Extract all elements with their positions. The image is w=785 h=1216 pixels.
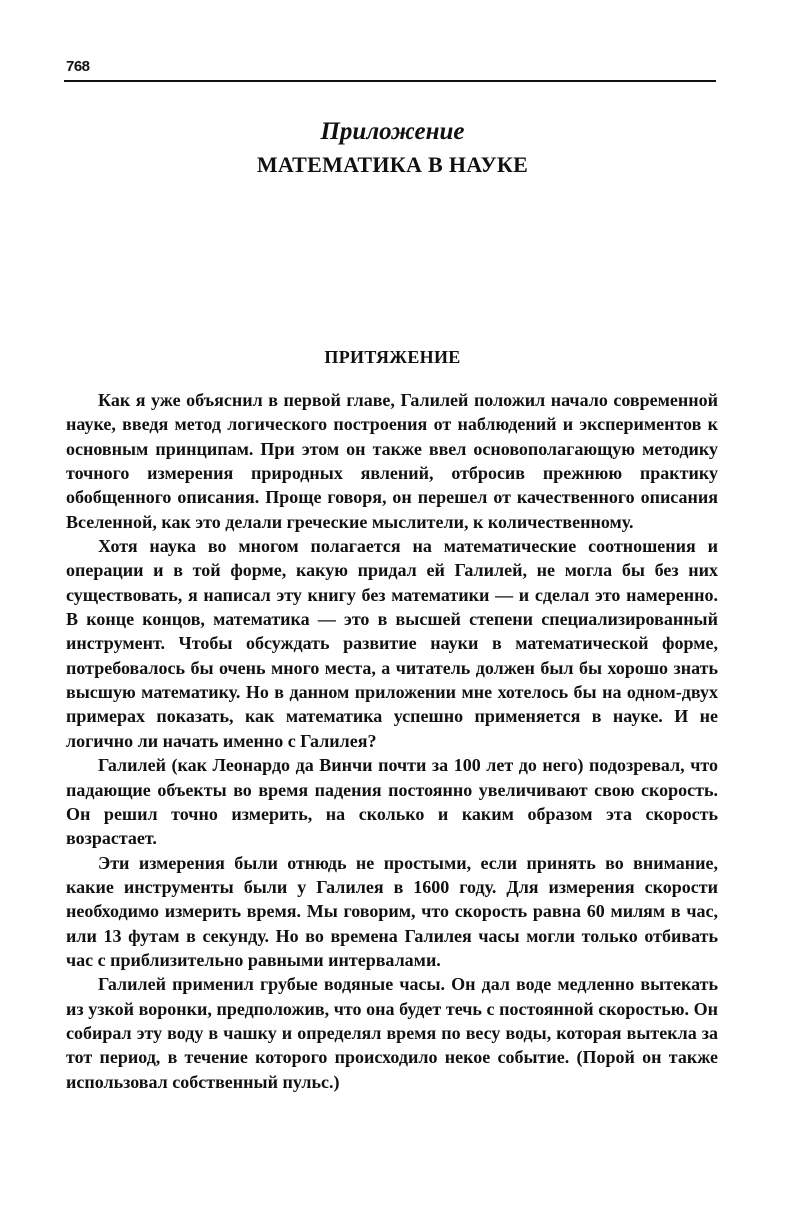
paragraph: Как я уже объяснил в первой главе, Галилей положил начало современной науке, введя метод логического построения от наблюдений и экспериментов к основным принципам. При этом он также ввел основополагающую методику точного измерения природных явлений, отбросив прежнюю практику обобщенного описания. Проще говоря, он перешел от качественного описания Вселенной, как это делали греческие мыслители, к количественному. (66, 390, 718, 532)
header-rule (64, 80, 716, 82)
paragraph: Эти измерения были отнюдь не простыми, если принять во внимание, какие инструменты были у Галилея в 1600 году. Для измерения скорости необходимо измерить время. Мы говорим, что скорость равна 60 милям в час, или 13 футам в секунду. Но во времена Галилея часы могли только отбивать час с приблизительно равными интервалами. (66, 852, 718, 970)
appendix-label: Приложение (320, 118, 465, 145)
appendix-title: МАТЕМАТИКА В НАУКЕ (256, 152, 529, 177)
paragraph: Галилей применил грубые водяные часы. Он дал воде медленно вытекать из узкой воронки, предположив, что она будет течь с постоянной скоростью. Он собирал эту воду в чашку и определял время по весу воды, которая вытекла за тот период, в течение которого происходило некое событие. (Порой он также использовал собственный пульс.) (66, 974, 718, 1092)
body-text (66, 388, 718, 1094)
section-heading: ПРИТЯЖЕНИЕ (324, 347, 461, 367)
page-number: 768 (66, 58, 90, 75)
paragraph: Хотя наука во многом полагается на математические соотношения и операции и в той форме, какую придал ей Галилей, не могла бы без них существовать, я написал эту книгу без математики — и сделал это намеренно. В конце концов, математика — это в высшей степени специализированный инструмент. Чтобы обсуждать развитие науки в математической форме, потребовалось бы очень много места, а читатель должен был бы хорошо знать высшую математику. Но в данном приложении мне хотелось бы на одном-двух примерах показать, как математика успешно применяется в науке. И не логично ли начать именно с Галилея? (66, 536, 718, 751)
paragraph: Галилей (как Леонардо да Винчи почти за 100 лет до него) подозревал, что падающие объекты во время падения постоянно увеличивают свою скорость. Он решил точно измерить, на сколько и каким образом эта скорость возрастает. (66, 755, 718, 849)
